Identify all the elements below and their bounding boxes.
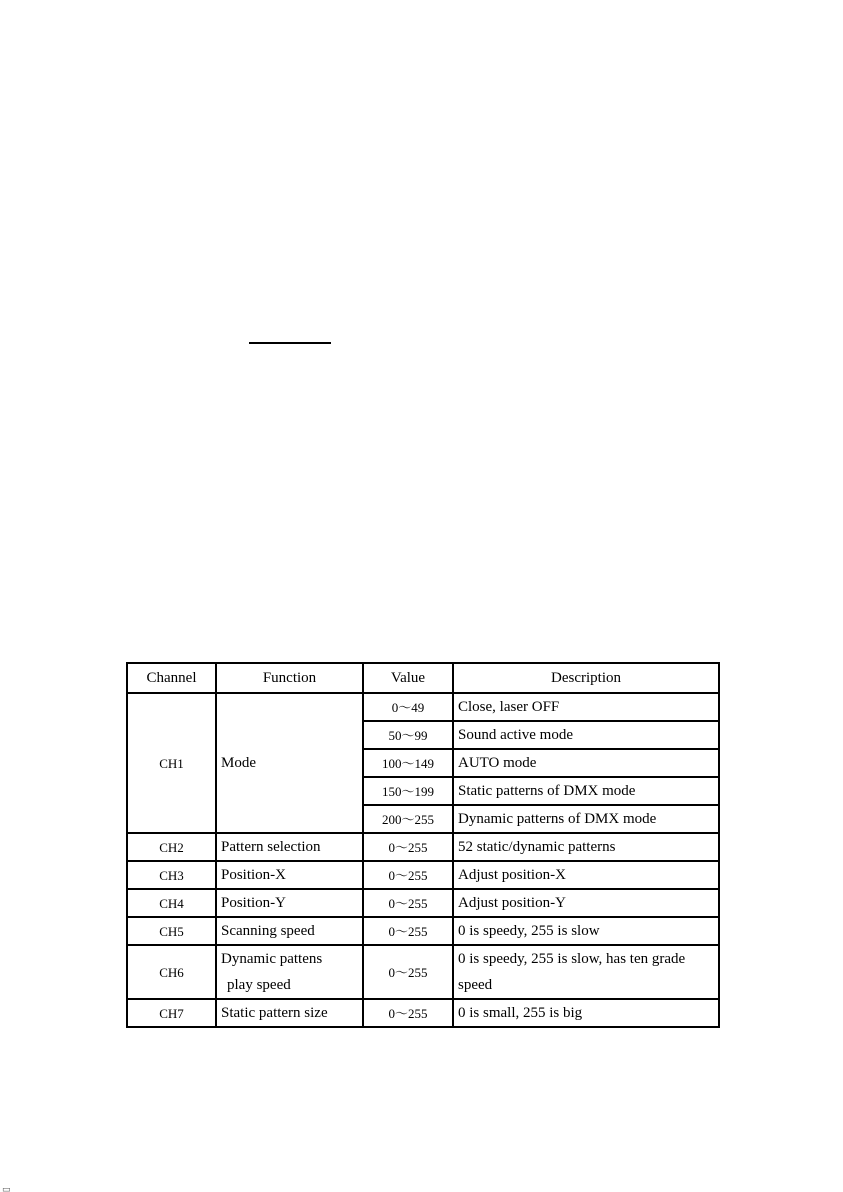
value-cell: 0～255 [363,917,453,945]
table-header-row [127,663,719,693]
function-cell: Position-Y [216,889,363,917]
value-cell: 50～99 [363,721,453,749]
table-row-ch1-0 [127,693,719,721]
function-cell-ch1: Mode [216,693,363,833]
description-cell: Sound active mode [453,721,719,749]
channel-cell: CH7 [127,999,216,1027]
description-cell: Dynamic patterns of DMX mode [453,805,719,833]
channel-cell: CH2 [127,833,216,861]
function-cell: Scanning speed [216,917,363,945]
table-row-ch6 [127,945,719,999]
description-cell: Close, laser OFF [453,693,719,721]
description-cell: 0 is speedy, 255 is slow [453,917,719,945]
description-cell: 52 static/dynamic patterns [453,833,719,861]
channel-cell: CH4 [127,889,216,917]
value-cell: 0～49 [363,693,453,721]
description-cell: Static patterns of DMX mode [453,777,719,805]
value-cell: 0～255 [363,999,453,1027]
function-cell [216,945,363,999]
function-line-1: Dynamic pattens [221,951,323,967]
table-row-ch2 [127,833,719,861]
description-cell: AUTO mode [453,749,719,777]
table-row-ch3 [127,861,719,889]
function-cell: Pattern selection [216,833,363,861]
function-cell: Static pattern size [216,999,363,1027]
channel-cell: CH6 [127,945,216,999]
header-description: Description [453,663,719,693]
page-corner-mark: ▭ [2,1184,10,1192]
table-row-ch5 [127,917,719,945]
description-cell: Adjust position-X [453,861,719,889]
value-cell: 0～255 [363,861,453,889]
header-value: Value [363,663,453,693]
header-channel: Channel [127,663,216,693]
value-cell: 0～255 [363,889,453,917]
function-cell: Position-X [216,861,363,889]
table-row-ch7 [127,999,719,1027]
description-cell: Adjust position-Y [453,889,719,917]
header-function: Function [216,663,363,693]
description-cell: 0 is small, 255 is big [453,999,719,1027]
description-cell: 0 is speedy, 255 is slow, has ten grade speed [453,945,719,999]
table-row-ch4 [127,889,719,917]
value-cell: 0～255 [363,833,453,861]
channel-cell: CH3 [127,861,216,889]
dmx-channel-table [126,662,720,1028]
channel-cell: CH5 [127,917,216,945]
value-cell: 200～255 [363,805,453,833]
value-cell: 150～199 [363,777,453,805]
value-cell: 0～255 [363,945,453,999]
function-line-2: play speed [227,977,291,993]
underline-rule [249,342,331,344]
value-cell: 100～149 [363,749,453,777]
channel-cell-ch1: CH1 [127,693,216,833]
